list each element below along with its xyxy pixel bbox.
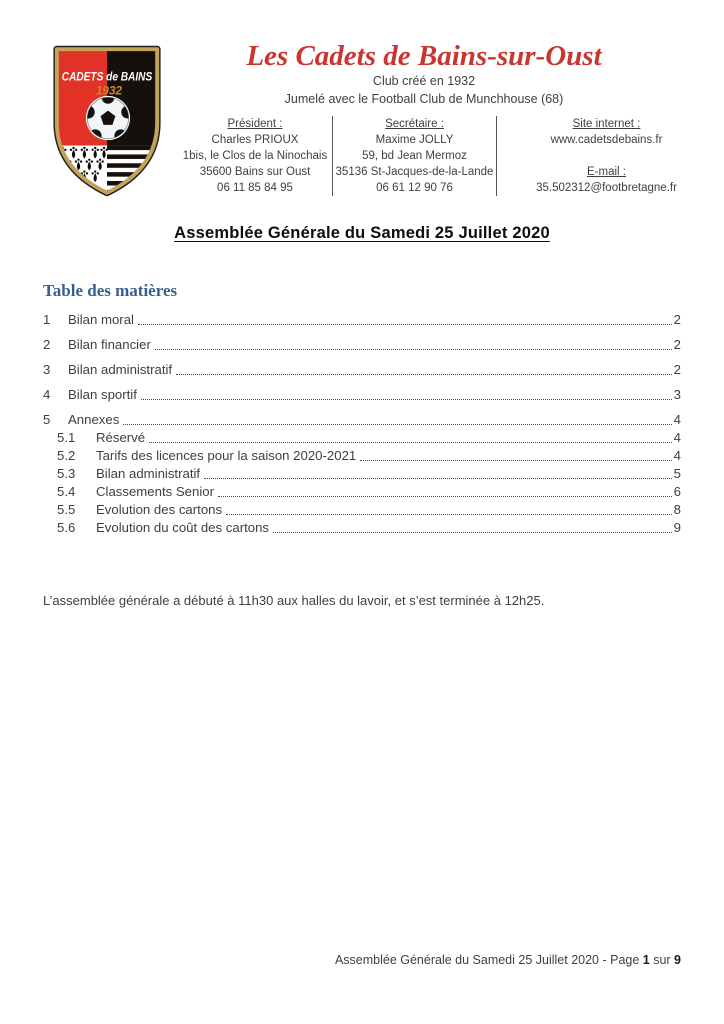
- toc-entry-number: 4: [43, 387, 51, 402]
- toc-dotted-leader: [138, 324, 672, 325]
- toc-entry-label: Evolution des cartons: [96, 502, 223, 517]
- toc-entry-page: 4: [673, 430, 681, 445]
- toc-entry-number: 5.1: [57, 430, 76, 445]
- club-crest-icon: [48, 40, 166, 202]
- toc-entry-page: 2: [673, 337, 681, 352]
- contact-column-web: [497, 116, 716, 196]
- page-footer: [335, 953, 681, 967]
- toc-entry-label: Annexes: [68, 412, 120, 427]
- contact-block-email: [497, 164, 716, 196]
- toc-dotted-leader: [149, 442, 672, 443]
- toc-entry-number: 1: [43, 312, 51, 327]
- toc-entry-3[interactable]: [43, 361, 681, 378]
- contact-column-secretary: [332, 116, 497, 196]
- club-subtitle-twinned: Jumelé avec le Football Club de Munchhouse (68): [284, 91, 564, 106]
- toc-entry-label: Bilan sportif: [68, 387, 137, 402]
- club-subtitle-founded: Club créé en 1932: [372, 74, 476, 89]
- toc-entry-5-4[interactable]: [43, 483, 681, 500]
- contact-heading-email: E-mail :: [587, 166, 626, 179]
- footer-separator-text: sur: [649, 953, 675, 967]
- meeting-summary-paragraph: L’assemblée générale a débuté à 11h30 aux halles du lavoir, et s’est terminée à 12h25.: [43, 593, 545, 608]
- toc-dotted-leader: [226, 514, 672, 515]
- toc-dotted-leader: [360, 460, 671, 461]
- toc-dotted-leader: [176, 374, 672, 375]
- contact-line: Maxime JOLLY: [375, 134, 454, 147]
- document-title: Assemblée Générale du Samedi 25 Juillet 2020: [174, 224, 550, 242]
- toc-entry-number: 5.2: [57, 448, 76, 463]
- contact-line: 06 61 12 90 76: [376, 182, 453, 195]
- toc-entry-label: Réservé: [96, 430, 146, 445]
- toc-entry-page: 6: [673, 484, 681, 499]
- toc-entry-number: 3: [43, 362, 51, 377]
- toc-entry-number: 2: [43, 337, 51, 352]
- contact-line: 06 11 85 84 95: [217, 182, 293, 195]
- crest-club-name: CADETS de BAINS: [61, 69, 153, 84]
- toc-entry-5-6[interactable]: [43, 519, 681, 536]
- toc-entry-label: Bilan administratif: [96, 466, 201, 481]
- footer-total-pages: 9: [674, 953, 681, 967]
- toc-dotted-leader: [273, 532, 672, 533]
- crest-year: 1932: [95, 83, 123, 98]
- toc-entry-5[interactable]: [43, 411, 681, 428]
- toc-entry-number: 5.3: [57, 466, 76, 481]
- toc-dotted-leader: [141, 399, 672, 400]
- table-of-contents: [43, 281, 681, 536]
- toc-entry-5-5[interactable]: [43, 501, 681, 518]
- toc-entry-5-3[interactable]: [43, 465, 681, 482]
- footer-page-number: 1: [642, 953, 650, 967]
- toc-entry-5-2[interactable]: [43, 447, 681, 464]
- toc-entry-label: Tarifs des licences pour la saison 2020-2021: [96, 448, 357, 463]
- toc-entry-label: Bilan moral: [68, 312, 134, 327]
- toc-entry-page: 4: [673, 412, 681, 427]
- contact-heading-secretary: Secrétaire :: [385, 118, 444, 131]
- contact-block-secretary: [333, 116, 496, 196]
- club-crest-logo: [48, 40, 166, 202]
- toc-entry-page: 2: [673, 362, 681, 377]
- contact-heading-website: Site internet :: [572, 118, 641, 131]
- toc-entry-5-1[interactable]: [43, 429, 681, 446]
- contact-line: Charles PRIOUX: [211, 134, 299, 147]
- toc-entry-label: Classements Senior: [96, 484, 215, 499]
- toc-entry-page: 2: [673, 312, 681, 327]
- toc-entry-page: 5: [673, 466, 681, 481]
- toc-dotted-leader: [123, 424, 671, 425]
- toc-dotted-leader: [204, 478, 672, 479]
- toc-entry-number: 5.4: [57, 484, 76, 499]
- page-header: [0, 0, 724, 202]
- contact-line: 59, bd Jean Mermoz: [362, 150, 467, 163]
- toc-dotted-leader: [155, 349, 672, 350]
- toc-dotted-leader: [218, 496, 672, 497]
- toc-entry-page: 8: [673, 502, 681, 517]
- header-title-block: [178, 40, 716, 108]
- toc-entry-number: 5: [43, 412, 51, 427]
- toc-entry-2[interactable]: [43, 336, 681, 353]
- toc-entry-1[interactable]: [43, 311, 681, 328]
- toc-entry-number: 5.6: [57, 520, 76, 535]
- toc-entry-4[interactable]: [43, 386, 681, 403]
- contact-line: 35600 Bains sur Oust: [199, 166, 311, 179]
- toc-entry-number: 5.5: [57, 502, 76, 517]
- footer-title-text: Assemblée Générale du Samedi 25 Juillet 2020 - Page: [334, 953, 643, 967]
- contact-column-president: [178, 116, 332, 196]
- contact-heading-president: Président :: [227, 118, 283, 131]
- toc-entry-label: Bilan financier: [68, 337, 151, 352]
- toc-entry-page: 4: [673, 448, 681, 463]
- header-text-block: [178, 40, 716, 196]
- contact-block-president: [178, 116, 332, 196]
- email-address: 35.502312@footbretagne.fr: [536, 182, 677, 195]
- contact-line: 35136 St-Jacques-de-la-Lande: [335, 166, 494, 179]
- toc-entry-label: Bilan administratif: [68, 362, 173, 377]
- document-title-row: [0, 224, 724, 243]
- club-title: Les Cadets de Bains-sur-Oust: [246, 40, 602, 72]
- toc-heading: Table des matières: [43, 281, 178, 300]
- website-url: www.cadetsdebains.fr: [550, 134, 663, 147]
- contact-block-website: [497, 116, 716, 148]
- toc-entry-page: 9: [673, 520, 681, 535]
- toc-entry-page: 3: [673, 387, 681, 402]
- toc-entry-label: Evolution du coût des cartons: [96, 520, 270, 535]
- contact-columns: [178, 116, 716, 196]
- contact-line: 1bis, le Clos de la Ninochais: [182, 150, 328, 163]
